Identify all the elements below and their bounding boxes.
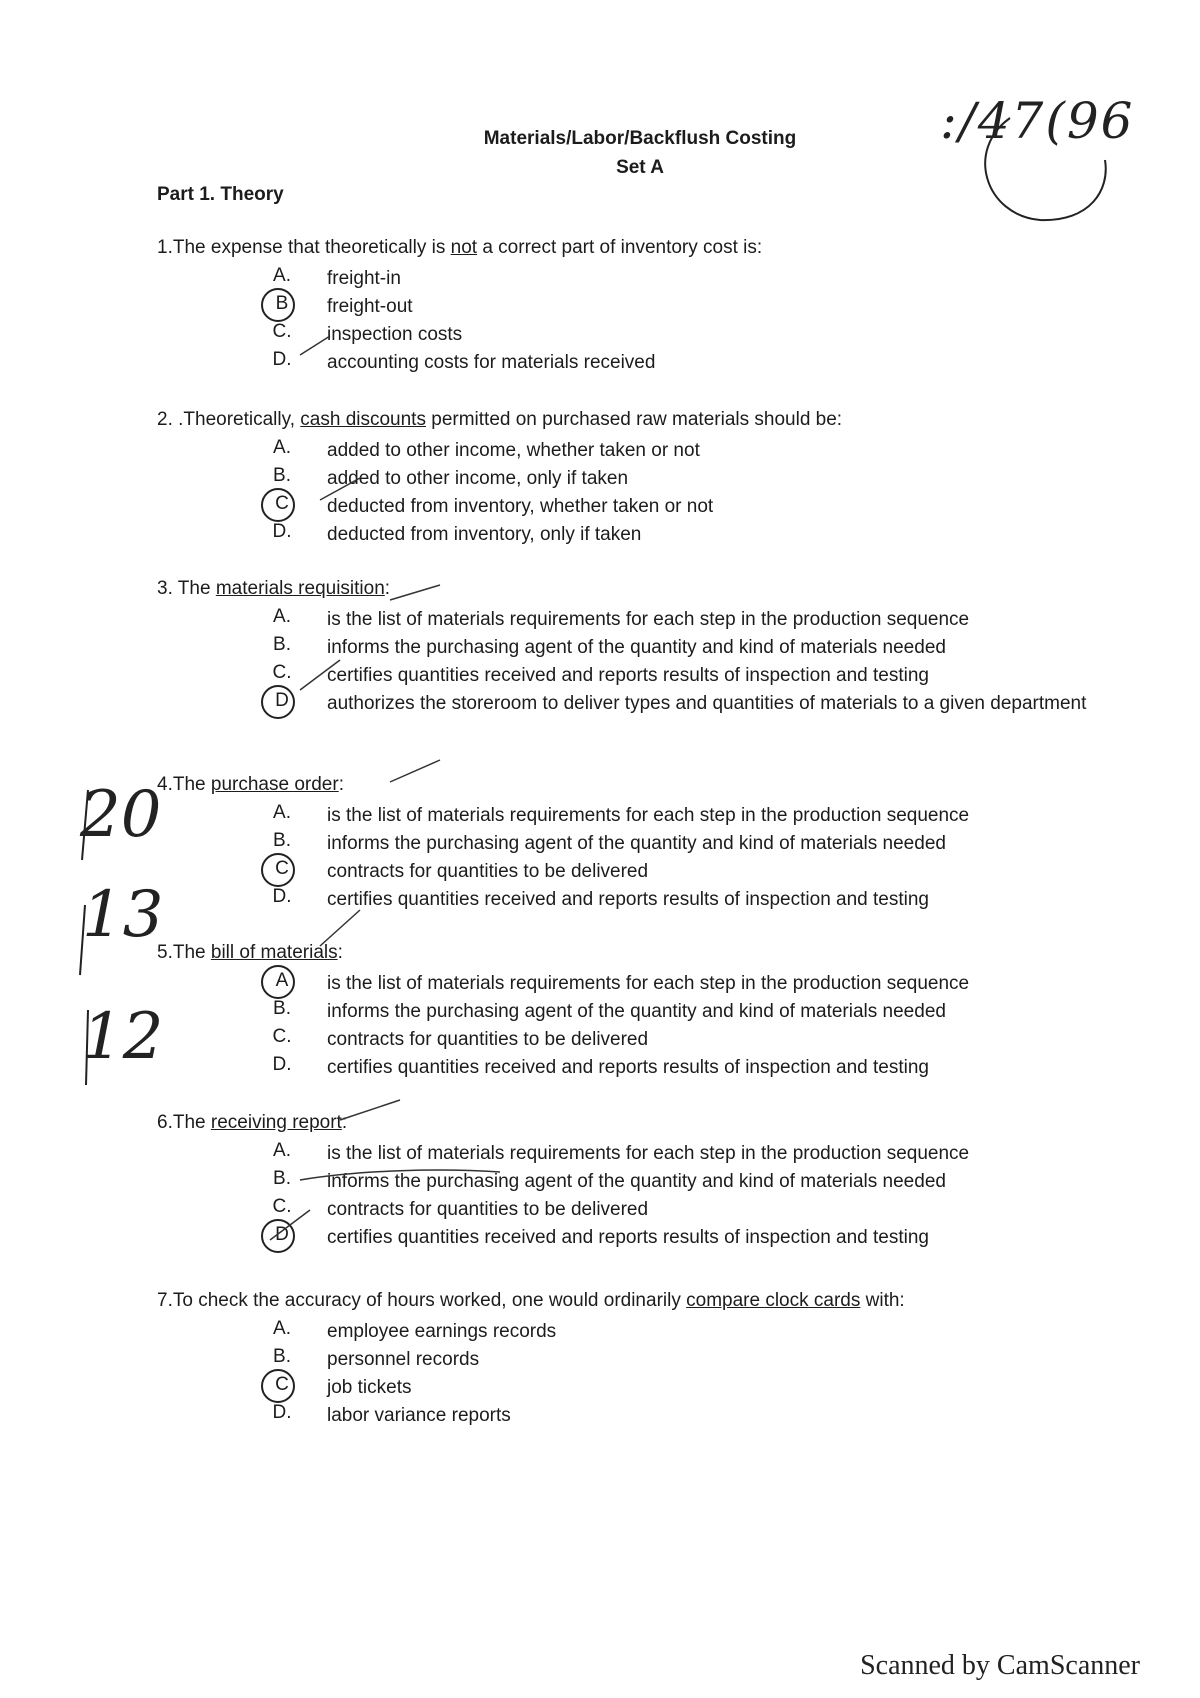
option-text: certifies quantities received and reports results of inspection and testing [327, 1057, 929, 1078]
question-text-post: with: [860, 1290, 905, 1311]
handwritten-tally-3: 12 [82, 1000, 164, 1074]
question-number: 5. [157, 942, 173, 963]
option-text: informs the purchasing agent of the quantity and kind of materials needed [327, 637, 946, 658]
question-number: 7. [157, 1290, 173, 1311]
question-text-pre: The [172, 1112, 211, 1133]
option-text: authorizes the storeroom to deliver types and quantities of materials to a given department [327, 693, 1087, 714]
option-text: contracts for quantities to be delivered [327, 861, 649, 882]
option-letter: D. [272, 1402, 292, 1423]
question-text-post: a correct part of inventory cost is: [477, 237, 763, 258]
question-text-pre: .Theoretically, [172, 409, 301, 430]
option-text: contracts for quantities to be delivered [327, 1199, 649, 1220]
option-letter: A. [273, 437, 291, 458]
question-keyword: bill of materials [210, 942, 338, 963]
option-letter: B [275, 293, 289, 314]
option-letter: C. [272, 662, 292, 683]
scanner-watermark: Scanned by CamScanner [860, 1650, 1140, 1681]
question-text-pre: The [172, 578, 216, 599]
option-letter: C. [272, 1026, 292, 1047]
part-heading: Part 1. Theory [157, 184, 284, 205]
option-letter: D. [272, 349, 292, 370]
question-number: 2. [157, 409, 173, 430]
option-text: certifies quantities received and reports results of inspection and testing [327, 665, 929, 686]
option-text: added to other income, only if taken [327, 468, 629, 489]
question-number: 6. [157, 1112, 173, 1133]
check-mark [390, 760, 440, 782]
option-text: freight-out [327, 296, 413, 317]
option-letter: B. [273, 634, 291, 655]
question-text-pre: The expense that theoretically is [172, 237, 451, 258]
option-text: is the list of materials requirements for each step in the production sequence [327, 1143, 970, 1164]
question-text-post: permitted on purchased raw materials should be: [425, 409, 843, 430]
option-letter: D. [272, 1054, 292, 1075]
option-text: job tickets [327, 1377, 412, 1398]
option-text: is the list of materials requirements for each step in the production sequence [327, 609, 970, 630]
option-text: contracts for quantities to be delivered [327, 1029, 649, 1050]
handwritten-score: :/47(96 [940, 92, 1135, 150]
score-circle-stroke [985, 118, 1106, 220]
option-text: informs the purchasing agent of the quantity and kind of materials needed [327, 833, 946, 854]
option-text: employee earnings records [327, 1321, 557, 1342]
option-text: certifies quantities received and reports results of inspection and testing [327, 889, 929, 910]
exam-set: Set A [616, 157, 664, 178]
option-letter: C [275, 1374, 289, 1395]
margin-stroke [82, 790, 88, 860]
option-letter: A [275, 970, 289, 991]
option-text: certifies quantities received and reports results of inspection and testing [327, 1227, 929, 1248]
option-letter: C. [272, 1196, 292, 1217]
check-mark [390, 585, 440, 600]
option-text: is the list of materials requirements for each step in the production sequence [327, 805, 970, 826]
option-letter: A. [273, 1318, 291, 1339]
question-text-post: : [384, 578, 391, 599]
question-number: 4. [157, 774, 173, 795]
option-letter: A. [273, 265, 291, 286]
question-keyword: not [450, 237, 478, 258]
option-text: is the list of materials requirements for each step in the production sequence [327, 973, 970, 994]
option-letter: D [275, 690, 289, 711]
option-letter: C [275, 493, 289, 514]
question-text-post: : [337, 942, 343, 963]
check-mark [320, 910, 360, 946]
question-text-pre: The [172, 942, 211, 963]
option-text: freight-in [327, 268, 401, 289]
question-number: 3. [157, 578, 173, 599]
option-text: inspection costs [327, 324, 463, 345]
question-keyword: receiving report [210, 1112, 342, 1133]
pen-underline [300, 1170, 500, 1180]
option-letter: D. [272, 521, 292, 542]
option-text: deducted from inventory, whether taken or not [327, 496, 714, 517]
option-letter: A. [273, 1140, 291, 1161]
check-mark [300, 660, 340, 690]
margin-stroke [86, 1010, 88, 1085]
check-mark [270, 1210, 310, 1240]
question-number: 1. [157, 237, 173, 258]
option-letter: B. [273, 830, 291, 851]
option-text: informs the purchasing agent of the quantity and kind of materials needed [327, 1171, 946, 1192]
question-keyword: purchase order [210, 774, 339, 795]
option-letter: C [275, 858, 289, 879]
check-mark [340, 1100, 400, 1120]
option-letter: A. [273, 606, 291, 627]
question-text-post: : [338, 774, 344, 795]
option-text: deducted from inventory, only if taken [327, 524, 642, 545]
option-letter: D. [272, 886, 292, 907]
check-mark [320, 478, 360, 500]
exam-title: Materials/Labor/Backflush Costing [483, 128, 797, 149]
option-letter: C. [272, 321, 292, 342]
option-text: personnel records [327, 1349, 480, 1370]
option-letter: B. [273, 465, 291, 486]
option-letter: B. [273, 1346, 291, 1367]
option-letter: D [275, 1224, 289, 1245]
handwritten-tally-2: 13 [82, 878, 164, 952]
option-text: labor variance reports [327, 1405, 511, 1426]
handwritten-tally-1: 20 [80, 778, 162, 852]
question-keyword: compare clock cards [686, 1290, 861, 1311]
margin-stroke [80, 905, 85, 975]
option-text: informs the purchasing agent of the quantity and kind of materials needed [327, 1001, 946, 1022]
check-mark [300, 336, 330, 355]
question-keyword: materials requisition [215, 578, 385, 599]
question-text-post: : [341, 1112, 348, 1133]
option-text: accounting costs for materials received [327, 352, 656, 373]
option-letter: A. [273, 802, 291, 823]
option-text: added to other income, whether taken or not [327, 440, 700, 461]
option-letter: B. [273, 1168, 291, 1189]
option-letter: B. [273, 998, 291, 1019]
question-text-pre: The [172, 774, 211, 795]
question-text-pre: To check the accuracy of hours worked, one would ordinarily [172, 1290, 687, 1311]
question-keyword: cash discounts [300, 409, 426, 430]
